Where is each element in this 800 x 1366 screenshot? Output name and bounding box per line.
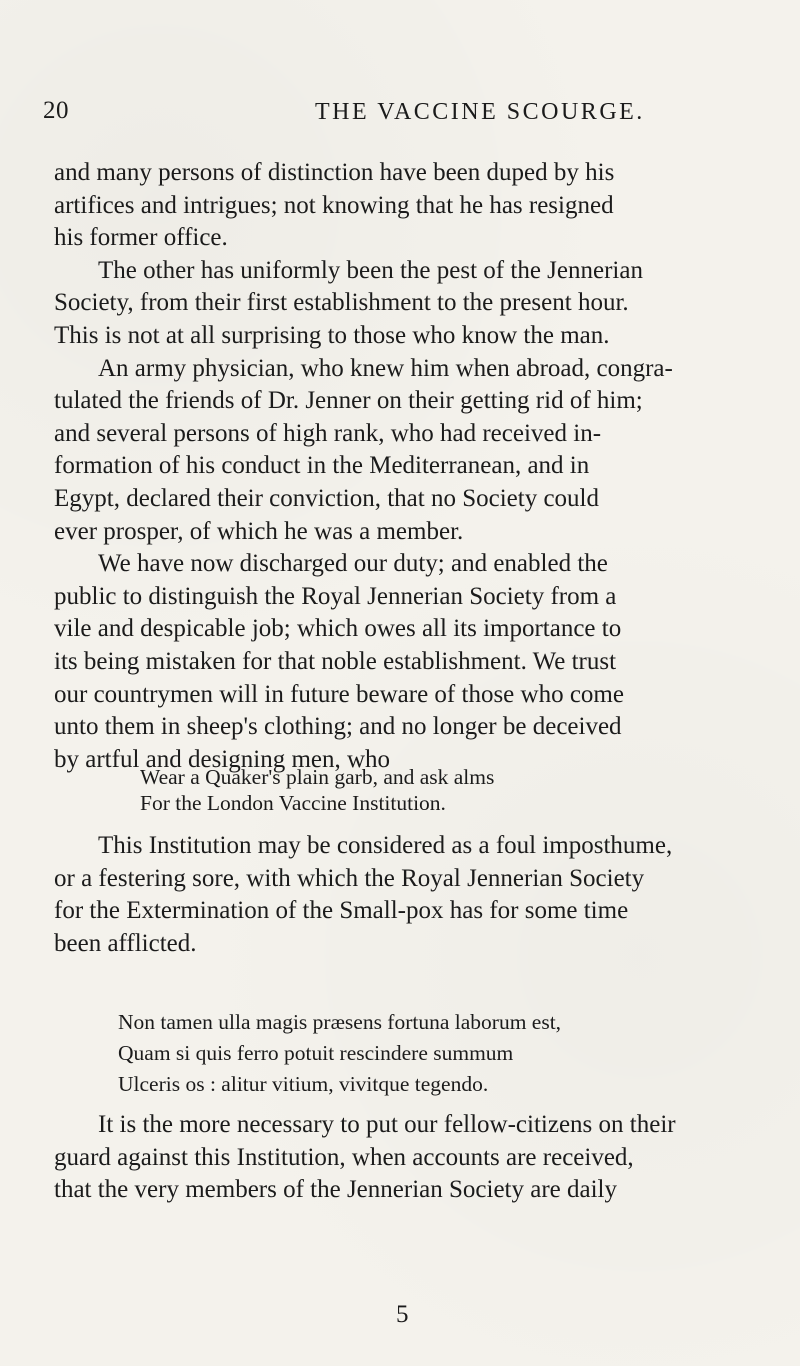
text-line: The other has uniformly been the pest of the Jennerian	[98, 256, 643, 284]
text-line: unto them in sheep's clothing; and no longer be deceived	[54, 713, 622, 741]
text-line: guard against this Institution, when accounts are received,	[54, 1143, 634, 1171]
text-line: for the Extermination of the Small-pox has for some time	[54, 897, 629, 925]
text-line: Egypt, declared their conviction, that no Society could	[54, 484, 599, 512]
text-line: by artful and designing men, who	[54, 745, 391, 773]
text-line: public to distinguish the Royal Jennerian Society from a	[54, 582, 617, 610]
latin-quote-line: Ulceris os : alitur vitium, vivitque tegendo.	[118, 1072, 489, 1096]
page-signature: 5	[396, 1301, 409, 1328]
text-line: This is not at all surprising to those who know the man.	[54, 321, 610, 349]
text-line: ever prosper, of which he was a member.	[54, 517, 464, 545]
text-line: and many persons of distinction have been duped by his	[54, 159, 615, 186]
running-title: THE VACCINE SCOURGE.	[315, 99, 645, 125]
final-paragraph	[54, 1109, 754, 1207]
main-paragraphs	[54, 157, 754, 776]
institution-paragraph	[54, 830, 754, 960]
text-line: It is the more necessary to put our fellow-citizens on their	[98, 1111, 676, 1138]
latin-quote-line: Non tamen ulla magis præsens fortuna laborum est,	[118, 1010, 562, 1034]
text-line: that the very members of the Jennerian Society are daily	[54, 1176, 617, 1204]
text-line: tulated the friends of Dr. Jenner on their getting rid of him;	[54, 387, 643, 415]
text-line: We have now discharged our duty; and enabled the	[98, 550, 608, 578]
running-header	[43, 97, 752, 131]
text-line: Society, from their first establishment to the present hour.	[54, 289, 629, 317]
text-line: our countrymen will in future beware of those who come	[54, 680, 624, 708]
text-line: This Institution may be considered as a foul imposthume,	[98, 832, 673, 859]
text-line: artifices and intrigues; not knowing that he has resigned	[54, 191, 614, 219]
text-line: vile and despicable job; which owes all its importance to	[54, 615, 622, 643]
text-line: and several persons of high rank, who had received in-	[54, 419, 602, 447]
text-line: formation of his conduct in the Mediterranean, and in	[54, 452, 590, 480]
text-line: been afflicted.	[54, 929, 197, 957]
text-line: his former office.	[54, 224, 228, 252]
text-line: its being mistaken for that noble establishment. We trust	[54, 647, 617, 675]
text-line: An army physician, who knew him when abroad, congra-	[98, 354, 673, 382]
latin-quote-line: Quam si quis ferro potuit rescindere summum	[118, 1041, 514, 1065]
quote-line: Wear a Quaker's plain garb, and ask alms	[140, 765, 495, 789]
text-line: or a festering sore, with which the Royal Jennerian Society	[54, 864, 645, 892]
quote-line: For the London Vaccine Institution.	[140, 791, 446, 815]
page-number: 20	[43, 97, 69, 124]
